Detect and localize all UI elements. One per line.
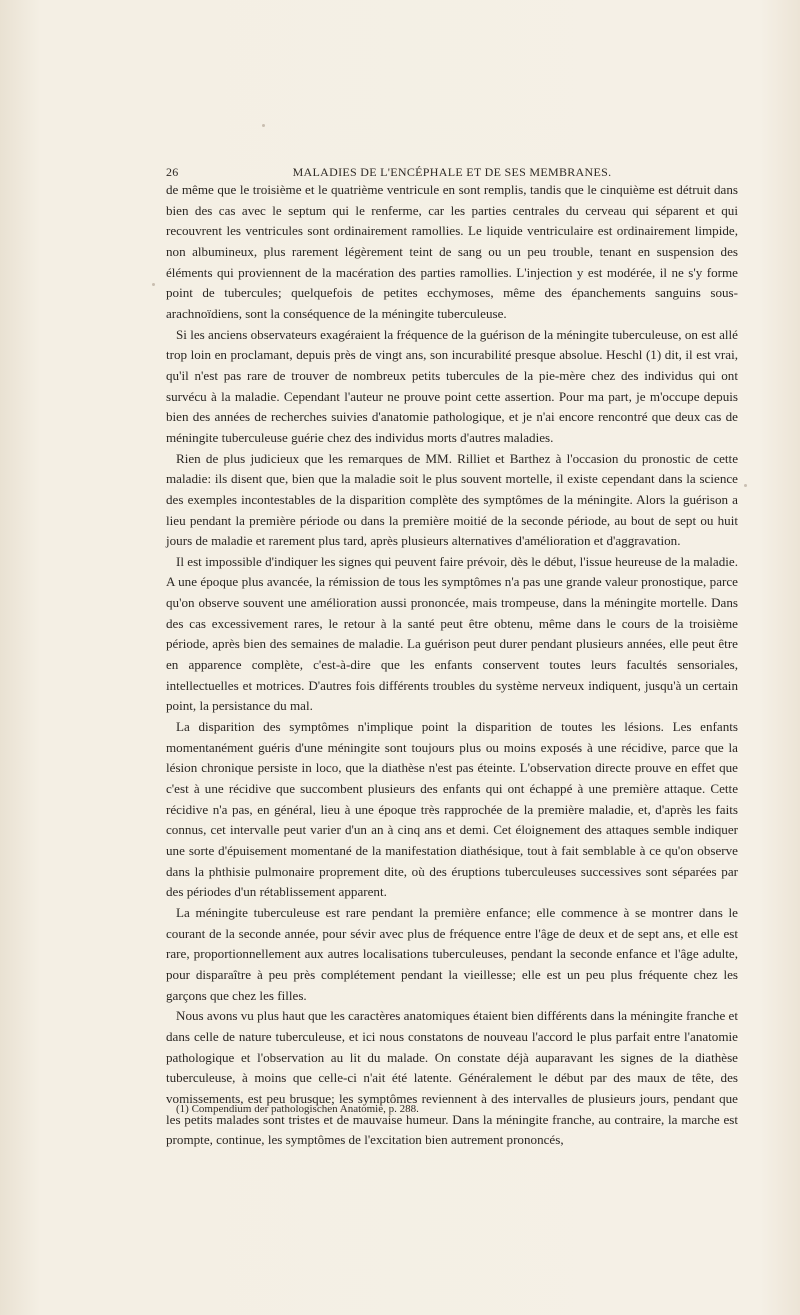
- paper-spot: [744, 484, 747, 487]
- paragraph: de même que le troisième et le quatrième ventricule en sont remplis, tandis que le cinquième est détruit dans bien des cas avec le septum qui le renferme, car les parties centrales du cerveau qui séparent et qui recouvrent les ventricules sont ordinairement ramollies. Le liquide ventriculaire est ordinairement limpide, non albumineux, plus rarement légèrement teint de sang ou un peu trouble, tenant en suspension des éléments qui proviennent de la macération des parties ramollies. L'injection y est modérée, il ne s'y forme point de tubercules; quelquefois de petites ecchymoses, même des épanchements sanguins sous-arachnoïdiens, sont la conséquence de la méningite tuberculeuse.: [166, 182, 738, 321]
- paper-spot: [152, 283, 155, 286]
- page-header: [166, 160, 738, 180]
- paragraph: Il est impossible d'indiquer les signes qui peuvent faire prévoir, dès le début, l'issue heureuse de la maladie. A une époque plus avancée, la rémission de tous les symptômes n'a pas une grande valeur pronostique, parce qu'on observe souvent une amélioration aussi prononcée, mais trompeuse, dans la méningite mortelle. Dans des cas excessivement rares, le retour à la santé peut être obtenu, même dans le cours de la troisième période, après bien des semaines de maladie. La guérison peut durer pendant plusieurs années, elle peut être en apparence complète, c'est-à-dire que les enfants conservent toutes leurs facultés sensoriales, intellectuelles et motrices. D'autres fois différents troubles du système nerveux indiquent, jusqu'à un certain point, la persistance du mal.: [166, 553, 738, 714]
- paragraph: Nous avons vu plus haut que les caractères anatomiques étaient bien différents dans la méningite franche et dans celle de nature tuberculeuse, et ici nous constatons de nouveau l'accord le plus parfait entre l'anatomie pathologique et l'observation au lit du malade. On constate déjà auparavant les signes de la diathèse tuberculeuse, à moins que celle-ci n'ait été latente. Généralement le début par des maux de tête, des vomissements, est peu brusque; les symptômes reviennent à des intervalles de plusieurs jours, pendant que les petits malades sont tristes et de mauvaise humeur. Dans la méningite franche, au contraire, la marche est prompte, continue, les symptômes de l'excitation bien autrement prononcés,: [166, 1008, 738, 1148]
- paragraph: La disparition des symptômes n'implique point la disparition de toutes les lésions. Les enfants momentanément guéris d'une méningite sont toujours plus ou moins exposés à une récidive, parce que la lésion chronique persiste in loco, que la diathèse n'est pas éteinte. L'observation directe prouve en effet que c'est à une récidive que succombent plusieurs des enfants qui ont échappé à une première attaque. Cette récidive n'a pas, en général, lieu à une époque très rapprochée de la première maladie, et, d'après les faits connus, cet intervalle peut varier d'un an à cinq ans et demi. Cet éloignement des attaques semble indiquer une sorte d'épuisement momentané de la manifestation diathésique, tout à fait semblable à ce qu'on observe dans la phthisie pulmonaire proprement dite, où des éruptions tuberculeuses successives sont séparées par des périodes d'un rétablissement apparent.: [166, 719, 738, 900]
- paragraph: Rien de plus judicieux que les remarques de MM. Rilliet et Barthez à l'occasion du pronostic de cette maladie: ils disent que, bien que la maladie soit le plus souvent mortelle, il existe cependant dans la science des exemples incontestables de la disparition complète des symptômes de la méningite. Alors la guérison a lieu pendant la première période ou dans la première moitié de la seconde période, au bout de sept ou huit jours de maladie et rarement plus tard, après plusieurs alternatives d'amélioration et d'aggravation.: [166, 450, 738, 549]
- footnote: (1) Compendium der pathologischen Anatomie, p. 288.: [176, 1103, 419, 1115]
- paragraph: La méningite tuberculeuse est rare pendant la première enfance; elle commence à se montrer dans le courant de la seconde année, pour sévir avec plus de fréquence entre l'âge de deux et de sept ans, et elle est rare, proportionnellement aux autres localisations tuberculeuses, pendant la seconde enfance et l'âge adulte, pour disparaître à peu près complétement pendant la vieillesse; elle est un peu plus fréquente chez les garçons que chez les filles.: [166, 904, 738, 1003]
- page-number: 26: [166, 165, 179, 179]
- paper-spot: [262, 124, 265, 127]
- body-text: [166, 180, 738, 1151]
- running-title: MALADIES DE L'ENCÉPHALE ET DE SES MEMBRANES.: [292, 165, 612, 179]
- paragraph: Si les anciens observateurs exagéraient la fréquence de la guérison de la méningite tuberculeuse, on est allé trop loin en proclamant, depuis près de vingt ans, son incurabilité presque absolue. Heschl (1) dit, il est vrai, qu'il n'est pas rare de trouver de nombreux petits tubercules de la pie-mère chez des individus qui ont survécu à la maladie. Cependant l'auteur ne prouve point cette assertion. Pour ma part, je m'occupe depuis bien des années de recherches suivies d'anatomie pathologique, et je n'ai encore rencontré que deux cas de méningite tuberculeuse guérie chez des individus morts d'autres maladies.: [166, 326, 738, 445]
